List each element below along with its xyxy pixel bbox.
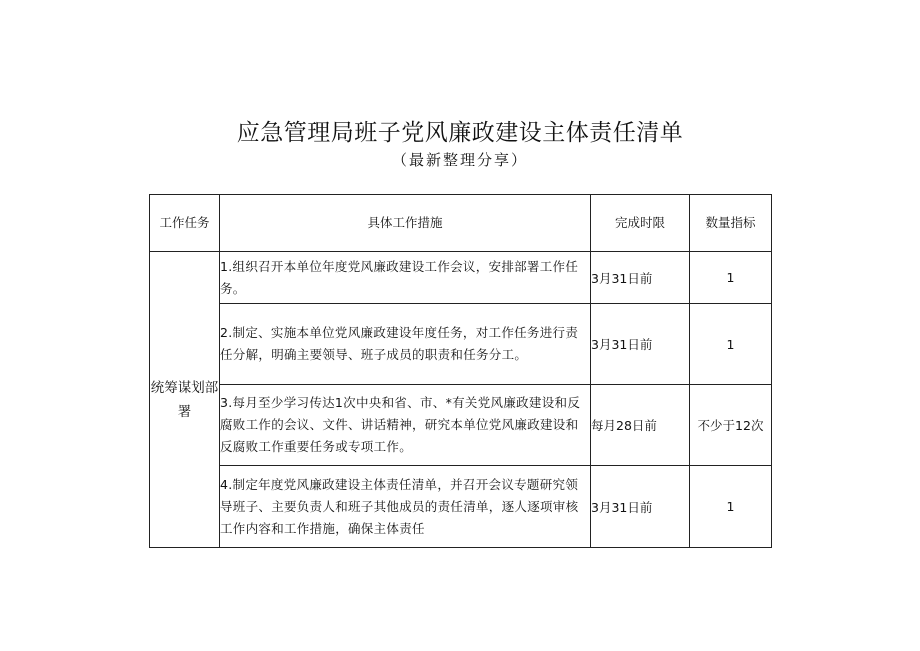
deadline-cell: 3月31日前 [591, 252, 690, 304]
measure-cell: 1.组织召开本单位年度党风廉政建设工作会议，安排部署工作任务。 [220, 252, 591, 304]
document-subtitle: （最新整理分享） [391, 151, 528, 169]
measure-cell: 3.每月至少学习传达1次中央和省、市、*有关党风廉政建设和反腐败工作的会议、文件、讲话精神，研究本单位党风廉政建设和反腐败工作重要任务或专项工作。 [220, 385, 591, 466]
header-deadline: 完成时限 [591, 195, 690, 252]
table-row [150, 304, 772, 385]
quantity-cell: 1 [690, 304, 772, 385]
deadline-cell: 每月28日前 [591, 385, 690, 466]
quantity-cell: 1 [690, 252, 772, 304]
responsibility-table [149, 194, 772, 548]
header-task: 工作任务 [150, 195, 220, 252]
header-measure: 具体工作措施 [220, 195, 591, 252]
quantity-cell: 不少于12次 [690, 385, 772, 466]
table-header-row [150, 195, 772, 252]
department-cell: 统筹谋划部署 [150, 252, 220, 548]
quantity-cell: 1 [690, 466, 772, 548]
table-row [150, 252, 772, 304]
measure-cell: 2.制定、实施本单位党风廉政建设年度任务，对工作任务进行责任分解，明确主要领导、班子成员的职责和任务分工。 [220, 304, 591, 385]
deadline-cell: 3月31日前 [591, 466, 690, 548]
table-row [150, 385, 772, 466]
header-quantity: 数量指标 [690, 195, 772, 252]
measure-cell: 4.制定年度党风廉政建设主体责任清单，并召开会议专题研究领导班子、主要负责人和班子其他成员的责任清单，逐人逐项审核工作内容和工作措施，确保主体责任 [220, 466, 591, 548]
document-title: 应急管理局班子党风廉政建设主体责任清单 [236, 120, 684, 146]
deadline-cell: 3月31日前 [591, 304, 690, 385]
table-row [150, 466, 772, 548]
